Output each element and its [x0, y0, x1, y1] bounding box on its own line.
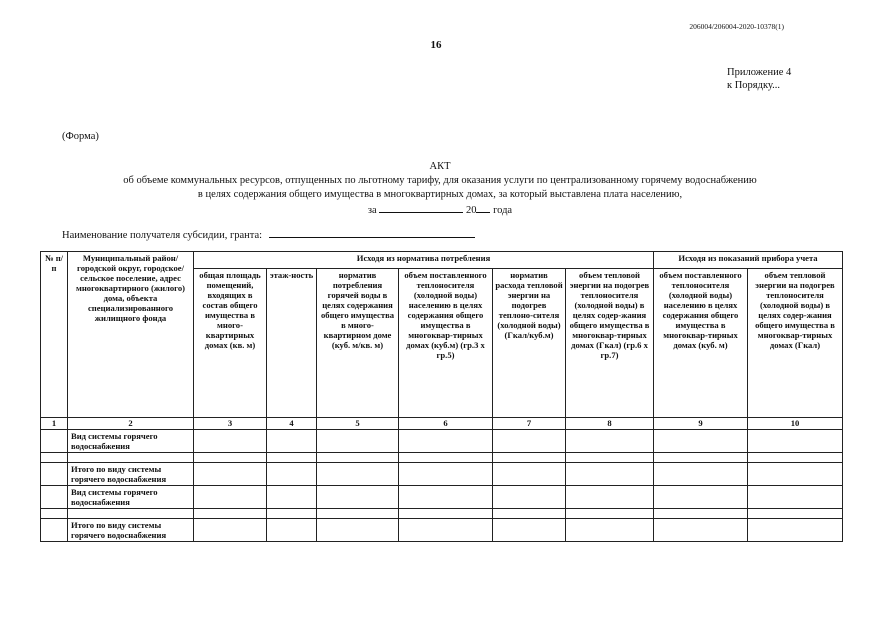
- col-header-heat-norm: норматив расхода тепловой энергии на подогрев теплоно-сителя (холодной воды) (Гкал/куб.м): [493, 269, 566, 418]
- table-cell[interactable]: [317, 509, 399, 519]
- table-cell[interactable]: [41, 486, 68, 509]
- row-label: Вид системы горячего водоснабжения: [68, 430, 194, 453]
- act-period: [40, 202, 840, 218]
- table-cell[interactable]: [748, 509, 843, 519]
- table-cell[interactable]: [748, 486, 843, 509]
- table-cell[interactable]: [267, 486, 317, 509]
- form-label: (Форма): [62, 131, 99, 142]
- column-number: 7: [493, 418, 566, 430]
- table-row: [41, 453, 843, 463]
- table-cell[interactable]: [317, 486, 399, 509]
- table-cell[interactable]: [399, 453, 493, 463]
- table-cell[interactable]: [748, 519, 843, 542]
- table-cell[interactable]: [41, 430, 68, 453]
- table-cell[interactable]: [493, 463, 566, 486]
- period-year-blank[interactable]: [476, 202, 490, 213]
- appendix-note: [727, 66, 791, 92]
- table-cell[interactable]: [194, 519, 267, 542]
- act-title-heading: АКТ: [429, 161, 451, 172]
- col-header-location: Муниципальный район/городской округ, городское/сельское поселение, адрес многоквартирного (жилого) дома, объекта специализированного жилищного фонда: [68, 252, 194, 418]
- act-title: [40, 160, 840, 218]
- row-label: Вид системы горячего водоснабжения: [68, 486, 194, 509]
- column-number: 3: [194, 418, 267, 430]
- table-row: [41, 519, 843, 542]
- table-cell[interactable]: [748, 430, 843, 453]
- table-cell[interactable]: [399, 430, 493, 453]
- col-header-coolant-volume: объем поставленного теплоносителя (холодной воды) населению в целях содержания общего имущества в многоквар-тирных домах (куб.м) (гр.3 х гр.5): [399, 269, 493, 418]
- table-cell[interactable]: [566, 453, 654, 463]
- period-prefix: за: [367, 205, 377, 216]
- table-cell[interactable]: [493, 509, 566, 519]
- table-cell[interactable]: [654, 453, 748, 463]
- table-cell[interactable]: [399, 509, 493, 519]
- table-cell[interactable]: [654, 509, 748, 519]
- table-cell[interactable]: [654, 463, 748, 486]
- column-number: 1: [41, 418, 68, 430]
- table-cell[interactable]: [194, 453, 267, 463]
- table-cell[interactable]: [194, 509, 267, 519]
- recipient-blank[interactable]: [269, 226, 475, 238]
- table-cell[interactable]: [399, 463, 493, 486]
- col-header-meter-coolant-volume: объем поставленного теплоносителя (холодной воды) населению в целях содержания общего имущества в многоквар-тирных домах (куб. м): [654, 269, 748, 418]
- recipient-label: Наименование получателя субсидии, гранта:: [62, 230, 263, 241]
- table-cell[interactable]: [748, 463, 843, 486]
- table-cell[interactable]: [41, 519, 68, 542]
- table-cell[interactable]: [194, 430, 267, 453]
- table-row: [41, 509, 843, 519]
- table-header-row: [41, 252, 843, 269]
- appendix-line-2: к Порядку...: [727, 80, 781, 91]
- column-number: 8: [566, 418, 654, 430]
- column-number: 5: [317, 418, 399, 430]
- table-cell[interactable]: [748, 453, 843, 463]
- col-header-hot-water-norm: норматив потребления горячей воды в целях содержания общего имущества в много-квартирном доме (куб. м/кв. м): [317, 269, 399, 418]
- col-header-area: общая площадь помещений, входящих в состав общего имущества в много-квартирных домах (кв. м): [194, 269, 267, 418]
- period-year-prefix: 20: [465, 205, 477, 216]
- period-date-blank[interactable]: [379, 202, 463, 213]
- table-row: [41, 463, 843, 486]
- row-label: [68, 509, 194, 519]
- table-cell[interactable]: [493, 519, 566, 542]
- document-number: 206004/206004-2020-10378(1): [689, 22, 784, 31]
- col-header-meter-heat-volume: объем тепловой энергии на подогрев теплоносителя (холодной воды) в целях содер-жания общего имущества в многоквар-тирных домах (Гкал): [748, 269, 843, 418]
- row-label: [68, 453, 194, 463]
- table-cell[interactable]: [41, 509, 68, 519]
- act-title-line-2: об объеме коммунальных ресурсов, отпущенных по льготному тарифу, для оказания услуги по централизованному горячему водоснабжению: [123, 175, 757, 186]
- table-cell[interactable]: [317, 430, 399, 453]
- table-cell[interactable]: [267, 509, 317, 519]
- col-header-floors: этаж-ность: [267, 269, 317, 418]
- table-row: [41, 486, 843, 509]
- table-cell[interactable]: [317, 463, 399, 486]
- table-cell[interactable]: [41, 463, 68, 486]
- table-cell[interactable]: [493, 486, 566, 509]
- row-label: Итого по виду системы горячего водоснабжения: [68, 463, 194, 486]
- row-label: Итого по виду системы горячего водоснабжения: [68, 519, 194, 542]
- act-title-line-3: в целях содержания общего имущества в многоквартирных домах, за который выставлена плата населению,: [197, 189, 683, 200]
- table-cell[interactable]: [654, 430, 748, 453]
- table-row: [41, 430, 843, 453]
- table-cell[interactable]: [267, 430, 317, 453]
- table-cell[interactable]: [399, 486, 493, 509]
- period-suffix: года: [493, 205, 513, 216]
- table-cell[interactable]: [566, 486, 654, 509]
- group-header-norm: Исходя из норматива потребления: [194, 252, 654, 269]
- column-number: 4: [267, 418, 317, 430]
- table-cell[interactable]: [399, 519, 493, 542]
- recipient-line: [62, 226, 475, 241]
- table-cell[interactable]: [654, 519, 748, 542]
- table-cell[interactable]: [566, 463, 654, 486]
- act-table: [40, 251, 843, 542]
- table-cell[interactable]: [317, 453, 399, 463]
- table-cell[interactable]: [654, 486, 748, 509]
- table-cell[interactable]: [317, 519, 399, 542]
- table-cell[interactable]: [194, 486, 267, 509]
- group-header-meter: Исходя из показаний прибора учета: [654, 252, 843, 269]
- column-number: 9: [654, 418, 748, 430]
- page-number: 16: [430, 39, 442, 51]
- column-number-row: [41, 418, 843, 430]
- table-cell[interactable]: [493, 430, 566, 453]
- column-number: 6: [399, 418, 493, 430]
- appendix-line-1: Приложение 4: [727, 67, 792, 78]
- table-cell[interactable]: [566, 430, 654, 453]
- column-number: 10: [748, 418, 843, 430]
- table-cell[interactable]: [41, 453, 68, 463]
- table-cell[interactable]: [566, 509, 654, 519]
- col-header-heat-volume: объем тепловой энергии на подогрев теплоносителя (холодной воды) в целях содер-жания общего имущества в многоквар-тирных домах (Гкал) (гр.6 х гр.7): [566, 269, 654, 418]
- table-cell[interactable]: [194, 463, 267, 486]
- table-cell[interactable]: [267, 519, 317, 542]
- table-cell[interactable]: [493, 453, 566, 463]
- col-header-no: № п/п: [41, 252, 68, 418]
- table-cell[interactable]: [267, 453, 317, 463]
- column-number: 2: [68, 418, 194, 430]
- table-cell[interactable]: [267, 463, 317, 486]
- table-cell[interactable]: [566, 519, 654, 542]
